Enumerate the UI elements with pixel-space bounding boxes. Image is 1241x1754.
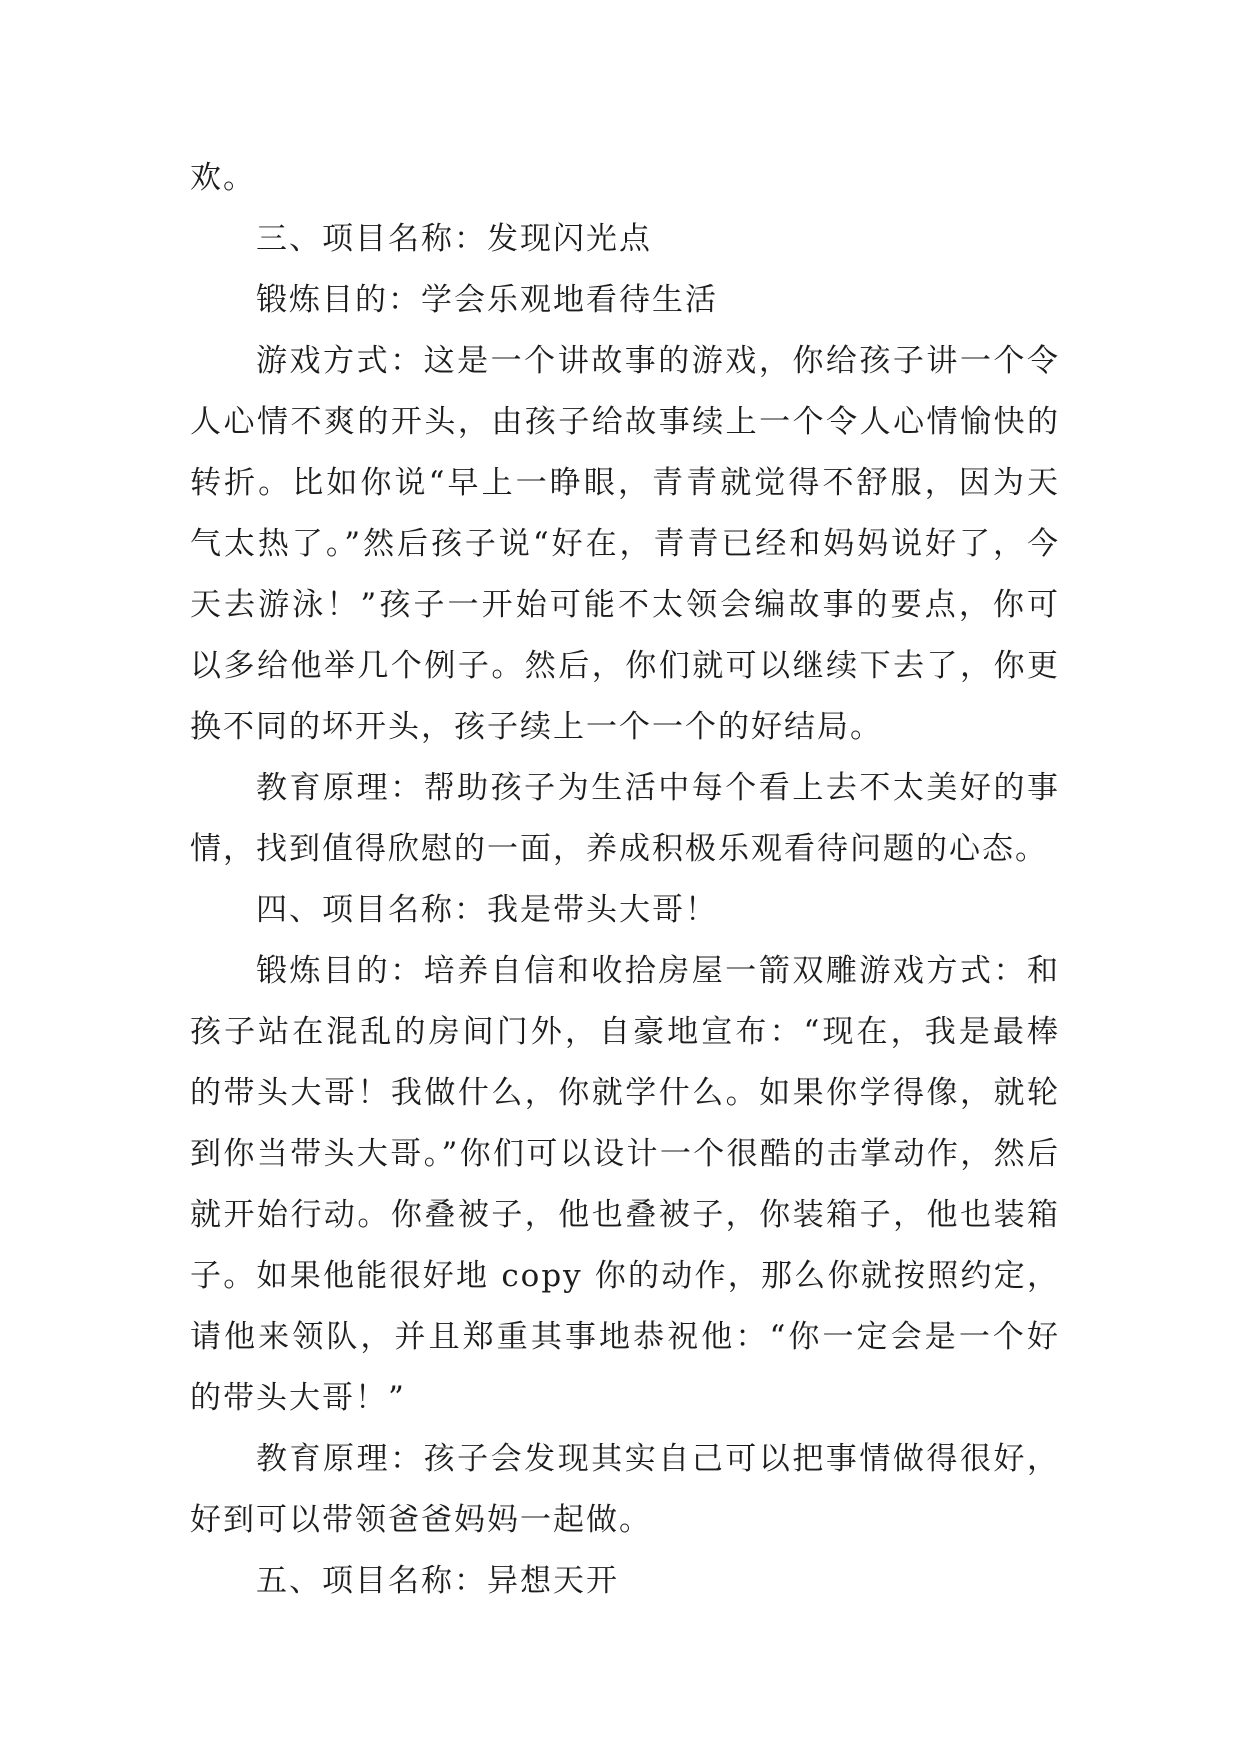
document-body: [190, 148, 1060, 1612]
section-heading-3: 三、项目名称：发现闪光点: [256, 221, 652, 257]
section-heading-4: 四、项目名称：我是带头大哥！: [256, 892, 718, 928]
paragraph-game-method-3: 游戏方式：这是一个讲故事的游戏，你给孩子讲一个令人心情不爽的开头，由孩子给故事续上一个令人心情愉快的转折。比如你说“早上一睁眼，青青就觉得不舒服，因为天气太热了。”然后孩子说“好在，青青已经和妈妈说好了，今天去游泳！”孩子一开始可能不太领会编故事的要点，你可以多给他举几个例子。然后，你们就可以继续下去了，你更换不同的坏开头，孩子续上一个一个的好结局。: [190, 343, 1060, 745]
paragraph-principle-3: 教育原理：帮助孩子为生活中每个看上去不太美好的事情，找到值得欣慰的一面，养成积极乐观看待问题的心态。: [190, 770, 1060, 867]
section-heading-5: 五、项目名称：异想天开: [256, 1563, 619, 1599]
paragraph-purpose-4: 锻炼目的：培养自信和收拾房屋一箭双雕游戏方式：和孩子站在混乱的房间门外，自豪地宣布：“现在，我是最棒的带头大哥！我做什么，你就学什么。如果你学得像，就轮到你当带头大哥。”你们可以设计一个很酷的击掌动作，然后就开始行动。你叠被子，他也叠被子，你装箱子，他也装箱子。如果他能很好地 copy 你的动作，那么你就按照约定，请他来领队，并且郑重其事地恭祝他：“你一定会是一个好的带头大哥！”: [190, 953, 1060, 1416]
paragraph-purpose-3: 锻炼目的：学会乐观地看待生活: [256, 282, 718, 318]
paragraph-continuation: 欢。: [190, 160, 256, 196]
paragraph-principle-4: 教育原理：孩子会发现其实自己可以把事情做得很好，好到可以带领爸爸妈妈一起做。: [190, 1441, 1060, 1538]
